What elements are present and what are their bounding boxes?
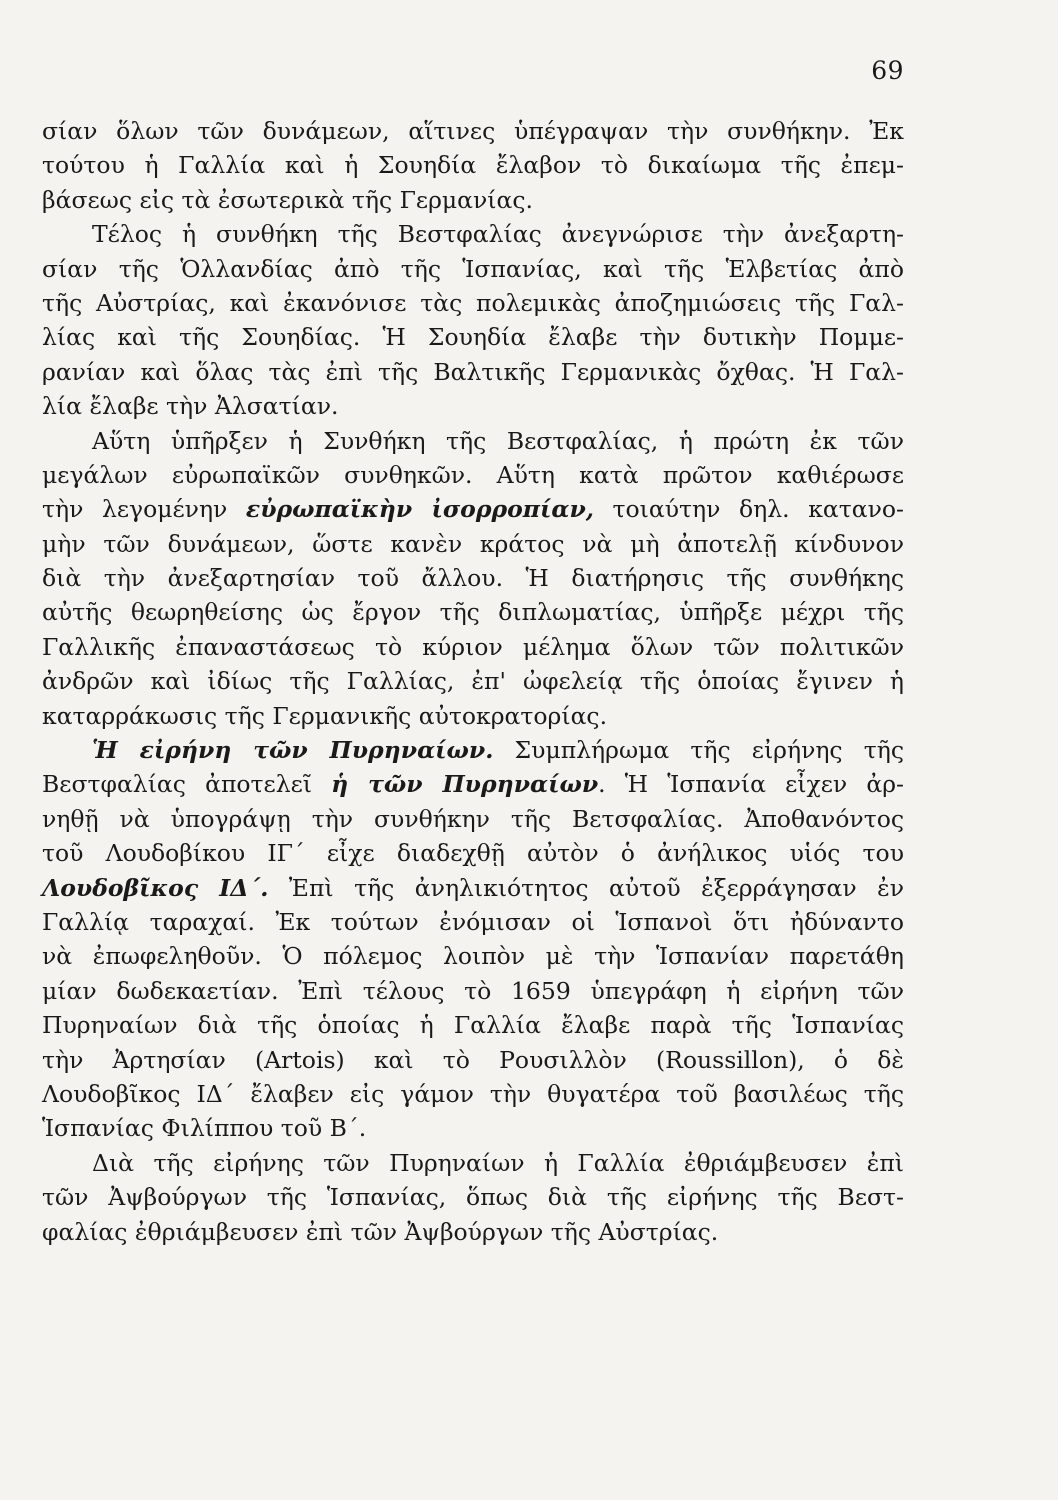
text-line: [42, 1043, 904, 1077]
text-line: [42, 1008, 904, 1042]
text-segment: μεγάλων εὐρωπαϊκῶν συνθηκῶν. Αὕτη κατὰ πρῶτον καθιέρωσε: [42, 460, 904, 489]
text-segment: Πυρηναίων διὰ τῆς ὁποίας ἡ Γαλλία ἔλαβε παρὰ τῆς Ἱσπανίας: [42, 1011, 904, 1040]
text-segment: διὰ τὴν ἀνεξαρτησίαν τοῦ ἄλλου. Ἡ διατήρησις τῆς συνθήκης: [42, 564, 904, 593]
text-segment: φαλίας ἐθριάμβευσεν ἐπὶ τῶν Ἀψβούργων τῆς Αὐστρίας.: [42, 1217, 719, 1246]
text-segment: Γαλλικῆς ἐπαναστάσεως τὸ κύριον μέλημα ὅλων τῶν πολιτικῶν: [42, 632, 904, 661]
text-segment: τὴν λεγομένην: [42, 495, 246, 524]
text-segment: Ἱσπανίας Φιλίππου τοῦ Β΄.: [42, 1114, 367, 1143]
text-segment: . Ἡ Ἱσπανία εἶχεν ἀρ-: [598, 770, 904, 799]
text-line: [42, 1146, 904, 1180]
text-segment: λία ἔλαβε τὴν Ἀλσατίαν.: [42, 392, 339, 421]
text-line: [42, 733, 904, 767]
text-segment: σίαν τῆς Ὁλλανδίας ἀπὸ τῆς Ἱσπανίας, καὶ τῆς Ἑλβετίας ἀπὸ: [42, 254, 904, 283]
text-segment: σίαν ὅλων τῶν δυνάμεων, αἵτινες ὑπέγραψαν τὴν συνθήκην. Ἐκ: [42, 117, 904, 145]
text-line: [42, 1077, 904, 1111]
text-segment: Λουδοβῖκος ΙΔ΄ ἔλαβεν εἰς γάμον τὴν θυγατέρα τοῦ βασιλέως τῆς: [42, 1079, 904, 1108]
text-segment: Διὰ τῆς εἰρήνης τῶν Πυρηναίων ἡ Γαλλία ἐθριάμβευσεν ἐπὶ: [92, 1148, 904, 1177]
text-line: [42, 1215, 904, 1249]
text-segment: βάσεως εἰς τὰ ἐσωτερικὰ τῆς Γερμανίας.: [42, 185, 534, 214]
text-line: [42, 767, 904, 801]
body-text: [42, 114, 904, 1249]
text-line: [42, 148, 904, 182]
text-line: [42, 1180, 904, 1214]
text-line: [42, 802, 904, 836]
text-line: [42, 699, 904, 733]
text-line: [42, 527, 904, 561]
text-line: [42, 939, 904, 973]
text-segment: αὐτῆς θεωρηθείσης ὡς ἔργον τῆς διπλωματίας, ὑπῆρξε μέχρι τῆς: [42, 598, 904, 627]
text-segment: τοιαύτην δηλ. κατανο-: [593, 495, 904, 524]
text-line: [42, 183, 904, 217]
text-line: [42, 974, 904, 1008]
text-segment: τὴν Ἀρτησίαν (Artois) καὶ τὸ Ρουσιλλὸν (Roussillon), ὁ δὲ: [42, 1045, 904, 1074]
text-segment: ρανίαν καὶ ὅλας τὰς ἐπὶ τῆς Βαλτικῆς Γερμανικὰς ὄχθας. Ἡ Γαλ-: [42, 357, 904, 386]
text-segment: ἀνδρῶν καὶ ἰδίως τῆς Γαλλίας, ἐπ' ὠφελείᾳ τῆς ὁποίας ἔγινεν ἡ: [42, 667, 904, 696]
emphasis-text: ἡ τῶν Πυρηναίων: [331, 770, 599, 799]
text-segment: τοῦ Λουδοβίκου ΙΓ΄ εἶχε διαδεχθῇ αὐτὸν ὁ ἀνήλικος υἱός του: [42, 839, 904, 868]
text-line: [42, 871, 904, 905]
text-line: [42, 492, 904, 526]
text-line: [42, 561, 904, 595]
text-segment: Γαλλίᾳ ταραχαί. Ἐκ τούτων ἐνόμισαν οἱ Ἱσπανοὶ ὅτι ἠδύναντο: [42, 907, 904, 936]
text-line: [42, 836, 904, 870]
text-line: [42, 595, 904, 629]
text-line: [42, 252, 904, 286]
text-segment: μίαν δωδεκαετίαν. Ἐπὶ τέλους τὸ 1659 ὑπεγράφη ἡ εἰρήνη τῶν: [42, 976, 904, 1005]
text-segment: τῶν Ἀψβούργων τῆς Ἱσπανίας, ὅπως διὰ τῆς εἰρήνης τῆς Βεστ-: [42, 1183, 904, 1212]
text-segment: μὴν τῶν δυνάμεων, ὥστε κανὲν κράτος νὰ μὴ ἀποτελῇ κίνδυνον: [42, 529, 904, 558]
text-line: [42, 217, 904, 251]
text-line: [42, 458, 904, 492]
text-segment: τῆς Αὐστρίας, καὶ ἐκανόνισε τὰς πολεμικὰς ἀποζημιώσεις τῆς Γαλ-: [42, 288, 904, 317]
text-segment: τούτου ἡ Γαλλία καὶ ἡ Σουηδία ἔλαβον τὸ δικαίωμα τῆς ἐπεμ-: [42, 151, 904, 180]
text-line: [42, 320, 904, 354]
text-segment: Ἐπὶ τῆς ἀνηλικιότητος αὐτοῦ ἐξερράγησαν ἐν: [268, 873, 904, 902]
page-number: 69: [871, 56, 904, 85]
text-line: [42, 424, 904, 458]
text-segment: νὰ ἐπωφεληθοῦν. Ὁ πόλεμος λοιπὸν μὲ τὴν Ἱσπανίαν παρετάθη: [42, 942, 904, 971]
text-line: [42, 630, 904, 664]
emphasis-text: εὐρωπαϊκὴν ἰσορροπίαν,: [245, 495, 594, 524]
text-segment: νηθῇ νὰ ὑπογράψῃ τὴν συνθήκην τῆς Βετσφαλίας. Ἀποθανόντος: [42, 804, 904, 833]
text-line: [42, 389, 904, 423]
text-segment: Τέλος ἡ συνθήκη τῆς Βεστφαλίας ἀνεγνώρισε τὴν ἀνεξαρτη-: [92, 220, 904, 249]
text-line: [42, 905, 904, 939]
text-segment: λίας καὶ τῆς Σουηδίας. Ἡ Σουηδία ἔλαβε τὴν δυτικὴν Πομμε-: [42, 323, 904, 352]
emphasis-text: Λουδοβῖκος ΙΔ΄.: [42, 873, 269, 902]
text-line: [42, 114, 904, 148]
text-line: [42, 1111, 904, 1145]
emphasis-text: Ἡ εἰρήνη τῶν Πυρηναίων.: [92, 736, 494, 765]
text-line: [42, 355, 904, 389]
text-segment: καταρράκωσις τῆς Γερμανικῆς αὐτοκρατορίας.: [42, 701, 608, 730]
text-line: [42, 664, 904, 698]
text-segment: Βεστφαλίας ἀποτελεῖ: [42, 770, 332, 799]
text-line: [42, 286, 904, 320]
text-segment: Συμπλήρωμα τῆς εἰρήνης τῆς: [493, 736, 904, 765]
text-segment: Αὕτη ὑπῆρξεν ἡ Συνθήκη τῆς Βεστφαλίας, ἡ πρώτη ἐκ τῶν: [92, 426, 904, 455]
